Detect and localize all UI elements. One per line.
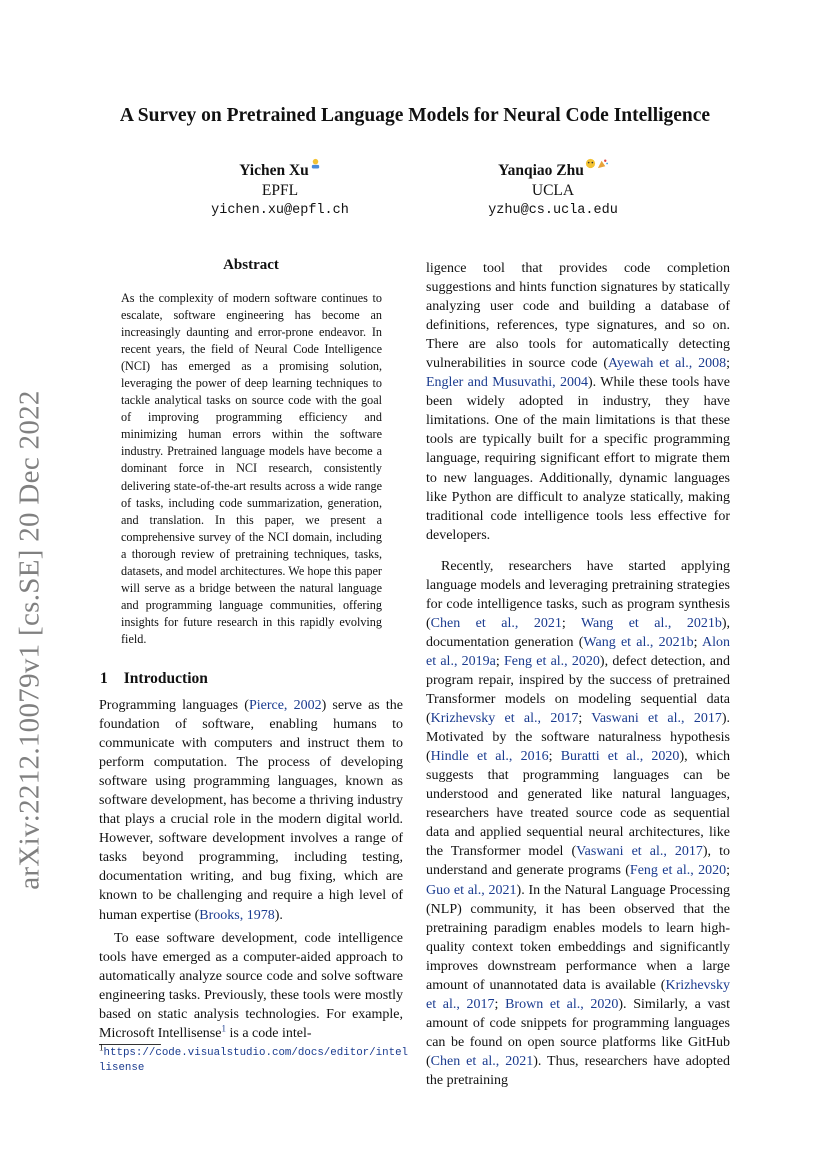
citation-link[interactable]: Pierce, 2002 [248, 698, 322, 713]
citation-link[interactable]: Chen et al., 2021 [430, 615, 562, 631]
person-emoji-icon [310, 158, 321, 169]
section-title: Introduction [123, 670, 208, 687]
paragraph: Programming languages (Pierce, 2002) serve as the foundation of software, enabling humans to communicate with computers and instruct them to perform computation. The process of developing software using programming languages, known as software development, has become a thriving industry that plays a crucial role in the modern digital world. However, software development involves a range of tasks beyond programming, including testing, documentation writing, and bug fixing, which are known to be challenging and require a high level of human expertise (Brooks, 1978). [99, 698, 403, 923]
citation-link[interactable]: Wang et al., 2021b [583, 634, 694, 650]
citation-link[interactable]: Brooks, 1978 [199, 907, 275, 923]
left-column [99, 696, 403, 1043]
citation-link[interactable]: Brown et al., 2020 [505, 996, 619, 1012]
face-emoji-icon [585, 158, 596, 169]
footnote-divider [99, 1044, 161, 1045]
citation-link[interactable]: Guo et al., 2021 [426, 882, 517, 898]
celebration-emoji-icon [597, 158, 608, 169]
citation-link[interactable]: Krizhevsky et al., 2017 [430, 711, 579, 727]
citation-link[interactable]: Chen et al., 2021 [430, 1053, 534, 1069]
paragraph: ligence tool that provides code completion suggestions and hints function signatures by statically analyzing user code and building a database of definitions, references, type signatures, and so on. There are also tools for automatically detecting vulnerabilities in source code (Ayewah et al., 2008; Engler and Musuvathi, 2004). While these tools have been widely adopted in industry, they have limitations. One of the main limitations is that these tools are typically built for a specific programming language, requiring significant effort to migrate them to new languages. Additionally, dynamic languages like Python are difficult to analyze statically, making traditional code intelligence tools less effective for developers. [426, 261, 730, 543]
citation-link[interactable]: Wang et al., 2021b [580, 615, 722, 631]
footnote-url[interactable]: https://code.visualstudio.com/docs/editor/intellisense [99, 1047, 409, 1074]
author-affiliation: EPFL [261, 182, 299, 200]
citation-link[interactable]: Ayewah et al., 2008 [608, 356, 727, 372]
citation-link[interactable]: Hindle et al., 2016 [430, 749, 549, 765]
section-heading [100, 670, 208, 688]
citation-link[interactable]: Engler and Musuvathi, 2004 [426, 375, 589, 391]
citation-link[interactable]: Vaswani et al., 2017 [591, 711, 722, 727]
abstract-heading: Abstract [223, 257, 279, 273]
author-block [160, 158, 400, 221]
citation-link[interactable]: Feng et al., 2020 [629, 863, 727, 879]
footnote-marker[interactable]: 1 [221, 1023, 226, 1034]
arxiv-identifier: arXiv:2212.10079v1 [cs.SE] 20 Dec 2022 [13, 390, 46, 890]
author-name: Yichen Xu [239, 162, 309, 180]
citation-link[interactable]: Vaswani et al., 2017 [576, 844, 703, 860]
author-affiliation: UCLA [531, 182, 575, 200]
citation-link[interactable]: Buratti et al., 2020 [560, 749, 680, 765]
footnote-mark: 1 [99, 1042, 104, 1053]
section-number: 1 [100, 670, 108, 687]
citation-link[interactable]: Alon et al., 2019a [426, 634, 730, 669]
right-column [426, 259, 730, 1090]
abstract-text: As the complexity of modern software continues to escalate, software engineering has become an increasingly daunting and error-prone endeavor. In recent years, the field of Neural Code Intelligence (NCI) has emerged as a promising solution, leveraging the power of deep learning techniques to tackle analytical tasks on source code with the goal of improving programming efficiency and minimizing human errors within the software industry. Pretrained language models have become a dominant force in NCI research, consistently delivering state-of-the-art results across a wide range of tasks, including code summarization, generation, and translation. In this paper, we present a comprehensive survey of the NCI domain, including a thorough review of pretraining techniques, tasks, datasets, and model architectures. We hope this paper will serve as a bridge between the natural language and programming language communities, offering insights for future research in this rapidly evolving field. [121, 291, 382, 646]
author-block [433, 158, 673, 221]
footnote [99, 1042, 409, 1076]
paragraph: Recently, researchers have started applying language models and leveraging pretraining strategies for code intelligence tasks, such as program synthesis (Chen et al., 2021; Wang et al., 2021b), documentation generation (Wang et al., 2021b; Alon et al., 2019a; Feng et al., 2020), defect detection, and program repair, inspired by the success of pretrained Transformer models on modeling sequential data (Krizhevsky et al., 2017; Vaswani et al., 2017). Motivated by the software naturalness hypothesis (Hindle et al., 2016; Buratti et al., 2020), which suggests that programming languages can be understood and generated like natural languages, researchers have treated source code as sequential data and applied sequential neural architectures, like the Transformer model (Vaswani et al., 2017), to understand and generate programs (Feng et al., 2020; Guo et al., 2021). In the Natural Language Processing (NLP) community, it has been observed that the pretraining paradigm enables models to learn high-quality context token embeddings and significantly improves downstream performance when a large amount of unannotated data is available (Krizhevsky et al., 2017; Brown et al., 2020). Similarly, a vast amount of code snippets for programming languages can be found on open source platforms like GitHub (Chen et al., 2021). Thus, researchers have adopted the pretraining [426, 558, 731, 1088]
author-email[interactable]: yichen.xu@epfl.ch [211, 203, 349, 219]
paragraph: To ease software development, code intelligence tools have emerged as a computer-aided approach to automatically analyze source code and solve software engineering tasks. Previously, these tools were mostly based on static analysis technologies. For example, Microsoft Intellisense$^1$ is a code intel- [99, 930, 403, 1041]
paper-title: A Survey on Pretrained Language Models for Neural Code Intelligence [119, 105, 711, 126]
citation-link[interactable]: Feng et al., 2020 [504, 653, 600, 669]
author-name: Yanqiao Zhu [498, 162, 584, 180]
citation-link[interactable]: Krizhevsky et al., 2017 [426, 977, 730, 1012]
author-email[interactable]: yzhu@cs.ucla.edu [488, 203, 618, 219]
